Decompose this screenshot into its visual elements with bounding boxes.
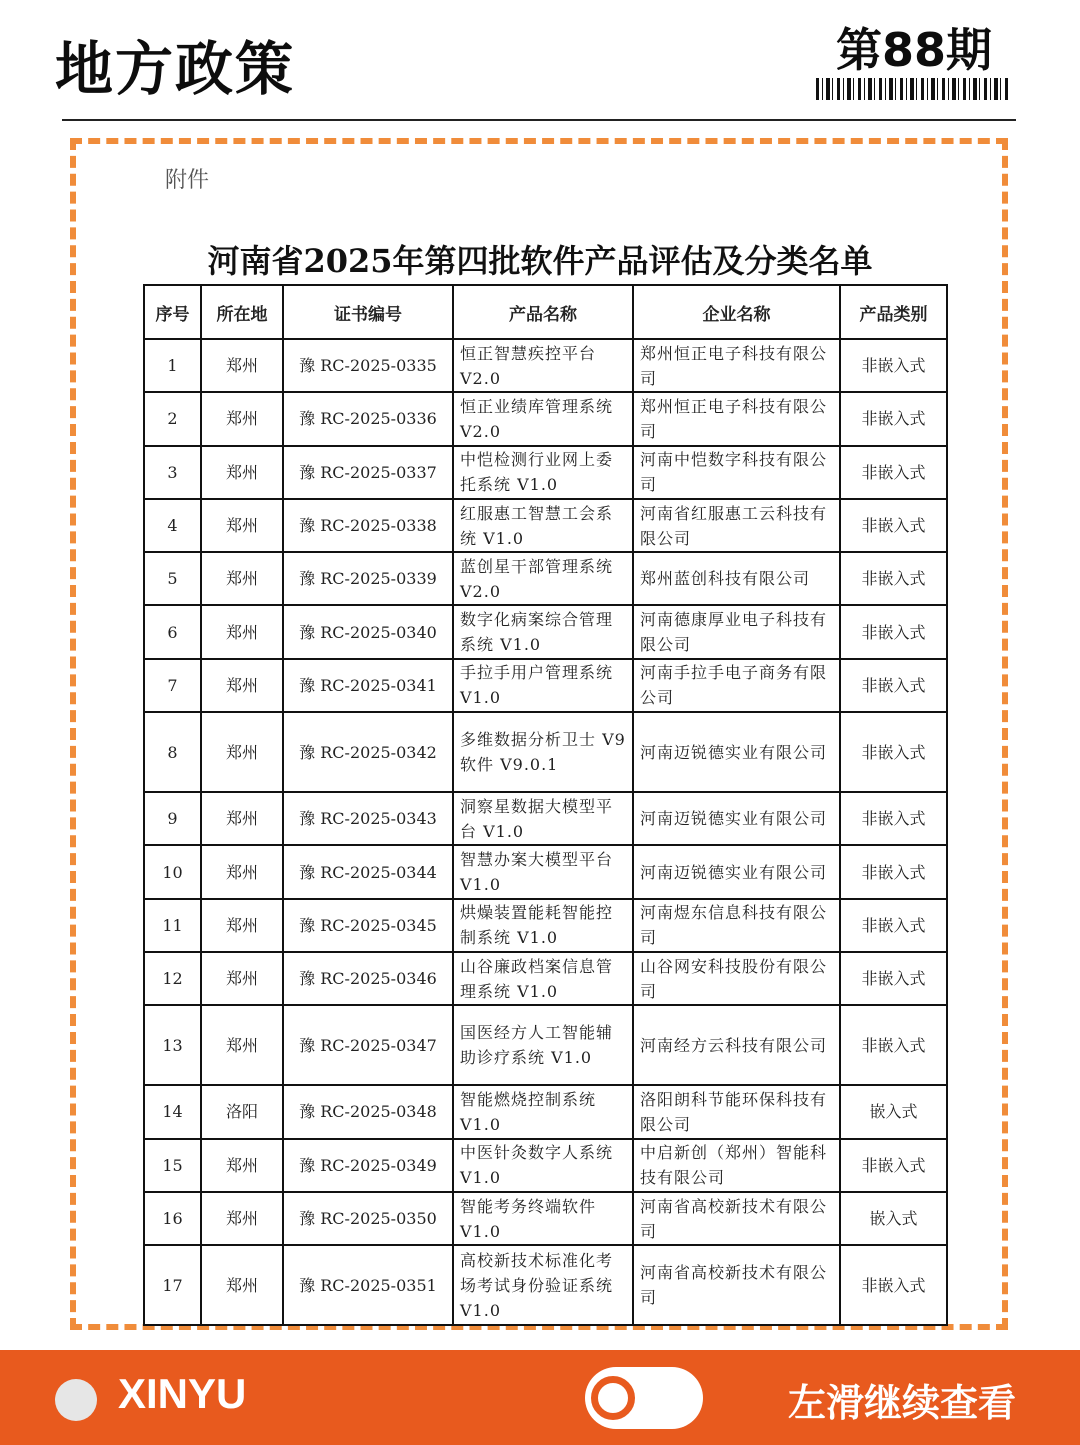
barcode-decoration [816,78,1008,100]
table-row [144,899,947,952]
table-cell: 非嵌入式 [840,605,947,658]
header-divider [62,119,1016,121]
table-cell: 豫 RC-2025-0344 [283,845,453,898]
table-cell: 豫 RC-2025-0335 [283,339,453,392]
software-list-table [143,284,948,1326]
table-cell: 非嵌入式 [840,899,947,952]
table-cell: 郑州 [201,605,283,658]
table-cell: 郑州 [201,952,283,1005]
table-cell: 恒正智慧疾控平台 V2.0 [453,339,633,392]
table-cell: 山谷网安科技股份有限公司 [633,952,840,1005]
table-row [144,659,947,712]
table-cell: 豫 RC-2025-0347 [283,1005,453,1085]
table-cell: 洛阳朗科节能环保科技有限公司 [633,1085,840,1138]
table-cell: 河南中恺数字科技有限公司 [633,446,840,499]
table-cell: 洞察星数据大模型平台 V1.0 [453,792,633,845]
table-cell: 河南迈锐德实业有限公司 [633,792,840,845]
attachment-label: 附件 [165,168,210,193]
table-cell: 郑州 [201,499,283,552]
column-header: 所在地 [201,285,283,339]
table-row [144,1192,947,1245]
column-header: 序号 [144,285,201,339]
table-cell: 非嵌入式 [840,1005,947,1085]
table-cell: 豫 RC-2025-0337 [283,446,453,499]
table-cell: 豫 RC-2025-0351 [283,1245,453,1325]
column-header: 证书编号 [283,285,453,339]
table-cell: 豫 RC-2025-0343 [283,792,453,845]
table-cell: 豫 RC-2025-0346 [283,952,453,1005]
bottom-bar [0,1350,1080,1445]
table-cell: 中恺检测行业网上委托系统 V1.0 [453,446,633,499]
table-cell: 国医经方人工智能辅助诊疗系统 V1.0 [453,1005,633,1085]
table-row [144,845,947,898]
table-row [144,446,947,499]
table-cell: 非嵌入式 [840,552,947,605]
table-cell: 4 [144,499,201,552]
document-title: 河南省2025年第四批软件产品评估及分类名单 [207,242,873,280]
table-cell: 河南省高校新技术有限公司 [633,1245,840,1325]
table-cell: 郑州 [201,1245,283,1325]
table-cell: 高校新技术标准化考场考试身份验证系统 V1.0 [453,1245,633,1325]
table-cell: 嵌入式 [840,1085,947,1138]
table-cell: 3 [144,446,201,499]
table-cell: 10 [144,845,201,898]
table-cell: 非嵌入式 [840,1245,947,1325]
table-cell: 河南煜东信息科技有限公司 [633,899,840,952]
table-cell: 中医针灸数字人系统 V1.0 [453,1139,633,1192]
table-cell: 郑州 [201,712,283,792]
column-header: 产品类别 [840,285,947,339]
table-cell: 郑州 [201,659,283,712]
table-cell: 郑州 [201,1139,283,1192]
table-cell: 豫 RC-2025-0342 [283,712,453,792]
table-cell: 豫 RC-2025-0341 [283,659,453,712]
table-cell: 非嵌入式 [840,339,947,392]
brand-name: XINYU [118,1370,247,1417]
table-cell: 2 [144,392,201,445]
table-cell: 非嵌入式 [840,499,947,552]
table-row [144,792,947,845]
table-cell: 郑州 [201,339,283,392]
table-cell: 智慧办案大模型平台 V1.0 [453,845,633,898]
table-header-row [144,285,947,339]
table-cell: 河南德康厚业电子科技有限公司 [633,605,840,658]
table-cell: 智能燃烧控制系统 V1.0 [453,1085,633,1138]
table-cell: 豫 RC-2025-0349 [283,1139,453,1192]
table-row [144,1245,947,1325]
table-cell: 非嵌入式 [840,845,947,898]
table-row [144,552,947,605]
table-row [144,952,947,1005]
column-header: 产品名称 [453,285,633,339]
table-cell: 非嵌入式 [840,712,947,792]
table-row [144,605,947,658]
table-cell: 郑州 [201,1192,283,1245]
table-cell: 豫 RC-2025-0339 [283,552,453,605]
table-cell: 豫 RC-2025-0340 [283,605,453,658]
table-cell: 数字化病案综合管理系统 V1.0 [453,605,633,658]
table-cell: 河南经方云科技有限公司 [633,1005,840,1085]
table-cell: 16 [144,1192,201,1245]
swipe-hint: 左滑继续查看 [787,1381,1016,1425]
table-cell: 非嵌入式 [840,659,947,712]
table-row [144,499,947,552]
table-row [144,1139,947,1192]
table-cell: 河南迈锐德实业有限公司 [633,712,840,792]
table-cell: 郑州 [201,1005,283,1085]
issue-number: 第88期 [835,23,992,77]
table-cell: 烘燥装置能耗智能控制系统 V1.0 [453,899,633,952]
table-row [144,392,947,445]
table-cell: 17 [144,1245,201,1325]
table-cell: 12 [144,952,201,1005]
table-cell: 郑州 [201,899,283,952]
table-cell: 河南省红服惠工云科技有限公司 [633,499,840,552]
circle-icon [55,1379,97,1421]
table-cell: 非嵌入式 [840,1139,947,1192]
table-cell: 红服惠工智慧工会系统 V1.0 [453,499,633,552]
table-cell: 河南迈锐德实业有限公司 [633,845,840,898]
table-cell: 郑州 [201,792,283,845]
table-cell: 11 [144,899,201,952]
table-cell: 7 [144,659,201,712]
table-cell: 豫 RC-2025-0348 [283,1085,453,1138]
table-cell: 洛阳 [201,1085,283,1138]
page-title: 地方政策 [55,35,296,103]
column-header: 企业名称 [633,285,840,339]
table-cell: 郑州蓝创科技有限公司 [633,552,840,605]
table-cell: 豫 RC-2025-0345 [283,899,453,952]
table-row [144,712,947,792]
table-cell: 多维数据分析卫士 V9 软件 V9.0.1 [453,712,633,792]
table-row [144,339,947,392]
table-cell: 河南省高校新技术有限公司 [633,1192,840,1245]
table-cell: 郑州 [201,392,283,445]
swipe-toggle[interactable] [585,1367,703,1429]
table-cell: 智能考务终端软件 V1.0 [453,1192,633,1245]
table-cell: 非嵌入式 [840,792,947,845]
table-cell: 豫 RC-2025-0338 [283,499,453,552]
table-cell: 郑州 [201,845,283,898]
table-cell: 中启新创（郑州）智能科技有限公司 [633,1139,840,1192]
table-cell: 郑州 [201,552,283,605]
table-row [144,1085,947,1138]
table-cell: 河南手拉手电子商务有限公司 [633,659,840,712]
table-row [144,1005,947,1085]
table-cell: 豫 RC-2025-0350 [283,1192,453,1245]
table-cell: 6 [144,605,201,658]
toggle-knob[interactable] [591,1376,635,1420]
table-cell: 非嵌入式 [840,952,947,1005]
table-cell: 8 [144,712,201,792]
table-cell: 14 [144,1085,201,1138]
table-cell: 嵌入式 [840,1192,947,1245]
table-cell: 非嵌入式 [840,446,947,499]
table-cell: 非嵌入式 [840,392,947,445]
table-cell: 郑州恒正电子科技有限公司 [633,339,840,392]
table-cell: 5 [144,552,201,605]
table-cell: 豫 RC-2025-0336 [283,392,453,445]
table-cell: 1 [144,339,201,392]
table-cell: 蓝创星干部管理系统 V2.0 [453,552,633,605]
table-cell: 恒正业绩库管理系统 V2.0 [453,392,633,445]
table-cell: 9 [144,792,201,845]
table-cell: 手拉手用户管理系统 V1.0 [453,659,633,712]
table-cell: 郑州 [201,446,283,499]
table-cell: 郑州恒正电子科技有限公司 [633,392,840,445]
table-cell: 15 [144,1139,201,1192]
table-cell: 13 [144,1005,201,1085]
table-cell: 山谷廉政档案信息管理系统 V1.0 [453,952,633,1005]
